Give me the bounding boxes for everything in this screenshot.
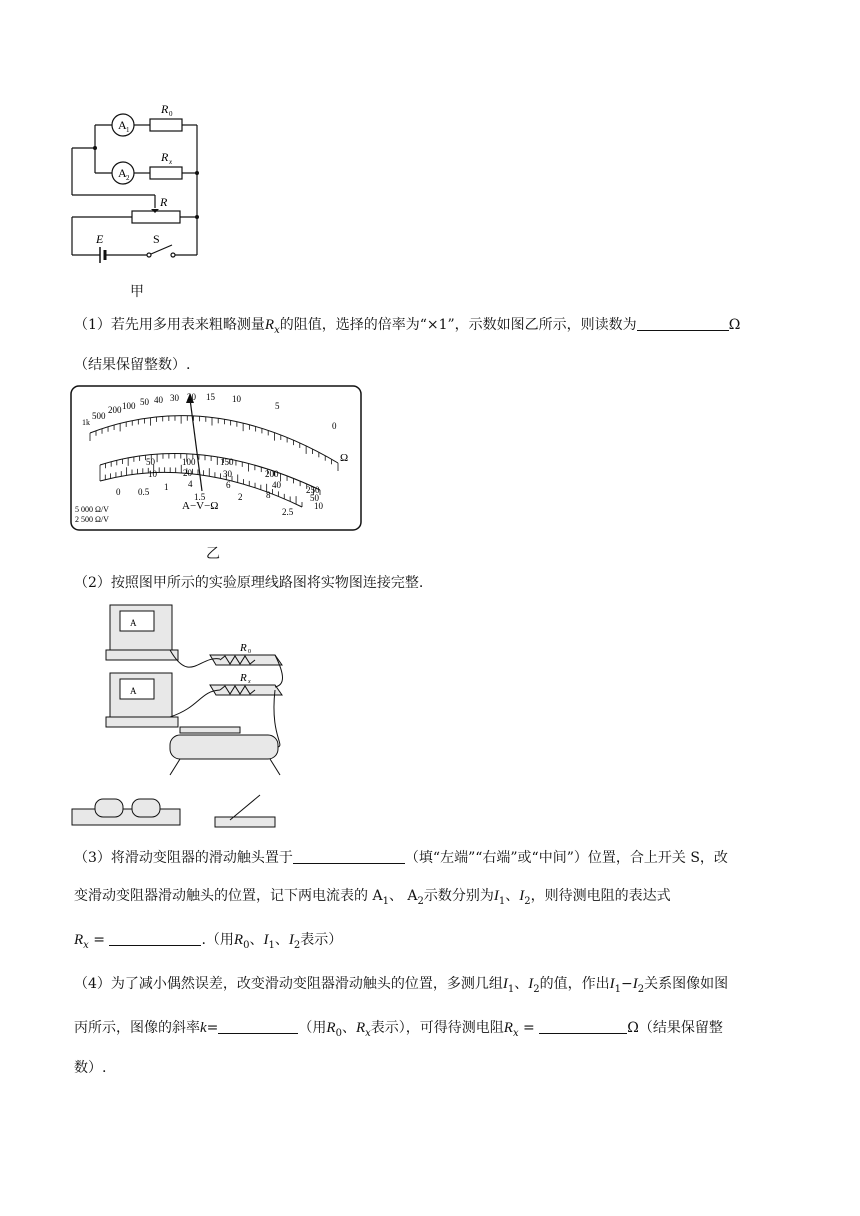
q4-line3: 数）. (74, 1060, 107, 1076)
svg-text:0.5: 0.5 (138, 487, 150, 497)
q4-line2: 丙所示，图像的斜率k= （用$R_0$、$R_x$表示），可得待测电阻$R_x = \Omega$（结果保留整 (74, 1020, 723, 1039)
svg-text:1k: 1k (82, 418, 90, 427)
svg-text:150: 150 (220, 457, 234, 467)
ammeter-a2-label: A (118, 166, 127, 180)
dial-spec-2: 2 500 Ω/V (75, 515, 109, 524)
svg-text:0: 0 (116, 487, 121, 497)
svg-text:0: 0 (248, 649, 251, 655)
dial-spec-1: 5 000 Ω/V (75, 505, 109, 514)
svg-text:A: A (130, 618, 137, 628)
svg-text:200: 200 (265, 469, 279, 479)
svg-text:200: 200 (108, 405, 122, 415)
svg-text:R: R (240, 672, 247, 684)
dial-center-label: A−V−Ω (182, 500, 219, 512)
svg-text:0: 0 (332, 421, 337, 431)
svg-text:2: 2 (126, 174, 130, 182)
q3-line2: 变滑动变阻器滑动触头的位置，记下两电流表的 $A_1$、 $A_2$示数分别为$I_1$、$I_2$，则待测电阻的表达式 (74, 888, 671, 907)
q4-resistance-blank[interactable] (539, 1019, 627, 1034)
rx-label: R (161, 150, 169, 164)
q4-line1: （4）为了减小偶然误差，改变滑动变阻器滑动触头的位置，多测几组$I_1$、$I_2$的值，作出$I_1-I_2$关系图像如图 (74, 976, 729, 995)
q3-line3: $R_x$ = .（用$R_0$、$I_1$、$I_2$表示） (74, 932, 343, 951)
svg-text:20: 20 (183, 468, 192, 478)
svg-text:50: 50 (310, 493, 319, 503)
q3-expression-blank[interactable] (109, 931, 201, 946)
q1-line2: （结果保留整数）. (74, 357, 191, 373)
svg-text:50: 50 (140, 397, 149, 407)
svg-text:10: 10 (232, 394, 241, 404)
svg-text:20: 20 (187, 392, 196, 402)
figure-jia-caption: 甲 (130, 284, 144, 300)
svg-text:1: 1 (126, 126, 130, 134)
svg-text:250: 250 (306, 485, 320, 495)
svg-text:30: 30 (170, 393, 179, 403)
svg-text:100: 100 (182, 457, 196, 467)
svg-text:500: 500 (92, 411, 106, 421)
svg-text:1: 1 (164, 482, 169, 492)
q4-slope-blank[interactable] (218, 1019, 298, 1034)
svg-text:40: 40 (154, 395, 163, 405)
svg-text:2: 2 (238, 492, 243, 502)
svg-text:2.5: 2.5 (282, 507, 294, 517)
figure-yi-caption: 乙 (206, 546, 220, 562)
svg-text:Ω: Ω (340, 452, 349, 464)
q1-line1: （1）若先用多用表来粗略测量$R_x$的阻值，选择的倍率为“×1”，示数如图乙所示，则读数为 Ω (74, 317, 741, 336)
svg-text:30: 30 (223, 469, 232, 479)
svg-text:10: 10 (148, 469, 157, 479)
svg-text:40: 40 (272, 480, 281, 490)
svg-text:x: x (169, 158, 173, 166)
apparatus-figure (70, 595, 290, 840)
svg-text:R: R (240, 642, 247, 654)
svg-text:6: 6 (226, 480, 231, 490)
svg-text:4: 4 (188, 479, 193, 489)
svg-text:5: 5 (275, 401, 280, 411)
svg-text:50: 50 (146, 457, 155, 467)
svg-text:A: A (130, 686, 137, 696)
emf-label: E (96, 232, 104, 246)
ammeter-a1-label: A (118, 118, 127, 132)
r0-label: R (161, 102, 169, 116)
q3-line1: （3）将滑动变阻器的滑动触头置于 （填“左端”“右端”或“中间”）位置，合上开关 S，改 (74, 850, 728, 866)
svg-text:10: 10 (314, 501, 323, 511)
multimeter-dial-yi (70, 385, 362, 531)
svg-text:8: 8 (266, 490, 271, 500)
svg-text:1.5: 1.5 (194, 492, 206, 502)
q3-position-blank[interactable] (293, 849, 405, 864)
svg-text:15: 15 (206, 392, 215, 402)
svg-text:0: 0 (169, 110, 173, 118)
circuit-diagram-jia (60, 95, 220, 275)
q1-answer-blank[interactable] (637, 316, 729, 331)
rheostat-label: R (160, 195, 168, 209)
switch-label: S (153, 232, 160, 246)
q2-text: （2）按照图甲所示的实验原理线路图将实物图连接完整. (74, 575, 424, 591)
svg-text:100: 100 (122, 401, 136, 411)
svg-text:x: x (248, 679, 251, 685)
